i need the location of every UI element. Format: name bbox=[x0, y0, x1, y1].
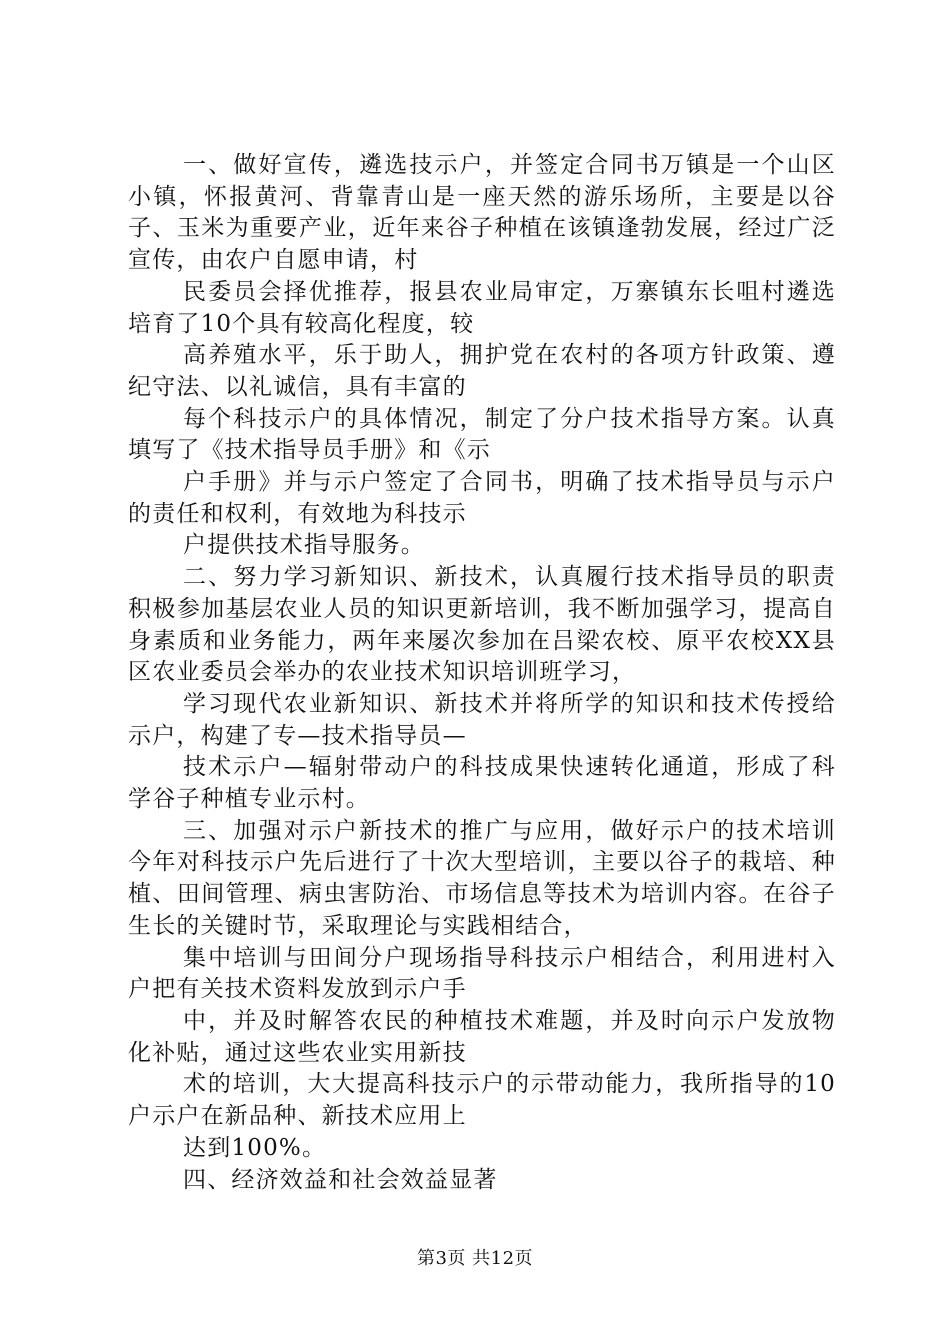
paragraph: 每个科技示户的具体情况，制定了分户技术指导方案。认真填写了《技术指导员手册》和《示 bbox=[128, 405, 836, 464]
page-number-footer: 第3页 共12页 bbox=[416, 1248, 534, 1269]
paragraph: 中，并及时解答农民的种植技术难题，并及时向示户发放物化补贴，通过这些农业实用新技 bbox=[128, 1007, 836, 1066]
paragraph: 达到100%。 bbox=[183, 1134, 327, 1161]
paragraph: 技术示户—辐射带动户的科技成果快速转化通道，形成了科学谷子种植专业示村。 bbox=[128, 754, 836, 813]
paragraph: 高养殖水平，乐于助人，拥护党在农村的各项方针政策、遵纪守法、以礼诚信，具有丰富的 bbox=[128, 342, 836, 400]
paragraph: 户提供技术指导服务。 bbox=[183, 532, 425, 559]
paragraph: 术的培训，大大提高科技示户的示带动能力，我所指导的10户示户在新品种、新技术应用上 bbox=[128, 1071, 836, 1130]
document-body bbox=[128, 150, 836, 1196]
paragraph: 户手册》并与示户签定了合同书，明确了技术指导员与示户的责任和权利，有效地为科技示 bbox=[128, 469, 836, 527]
paragraph: 三、加强对示户新技术的推广与应用，做好示户的技术培训今年对科技示户先后进行了十次大型培训，主要以谷子的栽培、种植、田间管理、病虫害防治、市场信息等技术为培训内容。在谷子生长的关键时节，采取理论与实践相结合， bbox=[128, 817, 836, 939]
paragraph: 学习现代农业新知识、新技术并将所学的知识和技术传授给示户，构建了专—技术指导员— bbox=[128, 690, 836, 749]
paragraph: 集中培训与田间分户现场指导科技示户相结合，利用进村入户把有关技术资料发放到示户手 bbox=[128, 944, 836, 1003]
paragraph: 一、做好宣传，遴选技示户，并签定合同书万镇是一个山区小镇，怀报黄河、背靠青山是一座天然的游乐场所，主要是以谷子、玉米为重要产业，近年来谷子种植在该镇逢勃发展，经过广泛宣传，由农户自愿申请，村 bbox=[128, 152, 836, 274]
section-heading: 四、经济效益和社会效益显著 bbox=[183, 1166, 498, 1193]
paragraph: 民委员会择优推荐，报县农业局审定，万寨镇东长咀村遴选培育了10个具有较高化程度，较 bbox=[128, 278, 836, 337]
paragraph: 二、努力学习新知识、新技术，认真履行技术指导员的职责积极参加基层农业人员的知识更新培训，我不断加强学习，提高自身素质和业务能力，两年来屡次参加在吕梁农校、原平农校XX县区农业委员会举办的农业技术知识培训班学习， bbox=[128, 564, 836, 686]
